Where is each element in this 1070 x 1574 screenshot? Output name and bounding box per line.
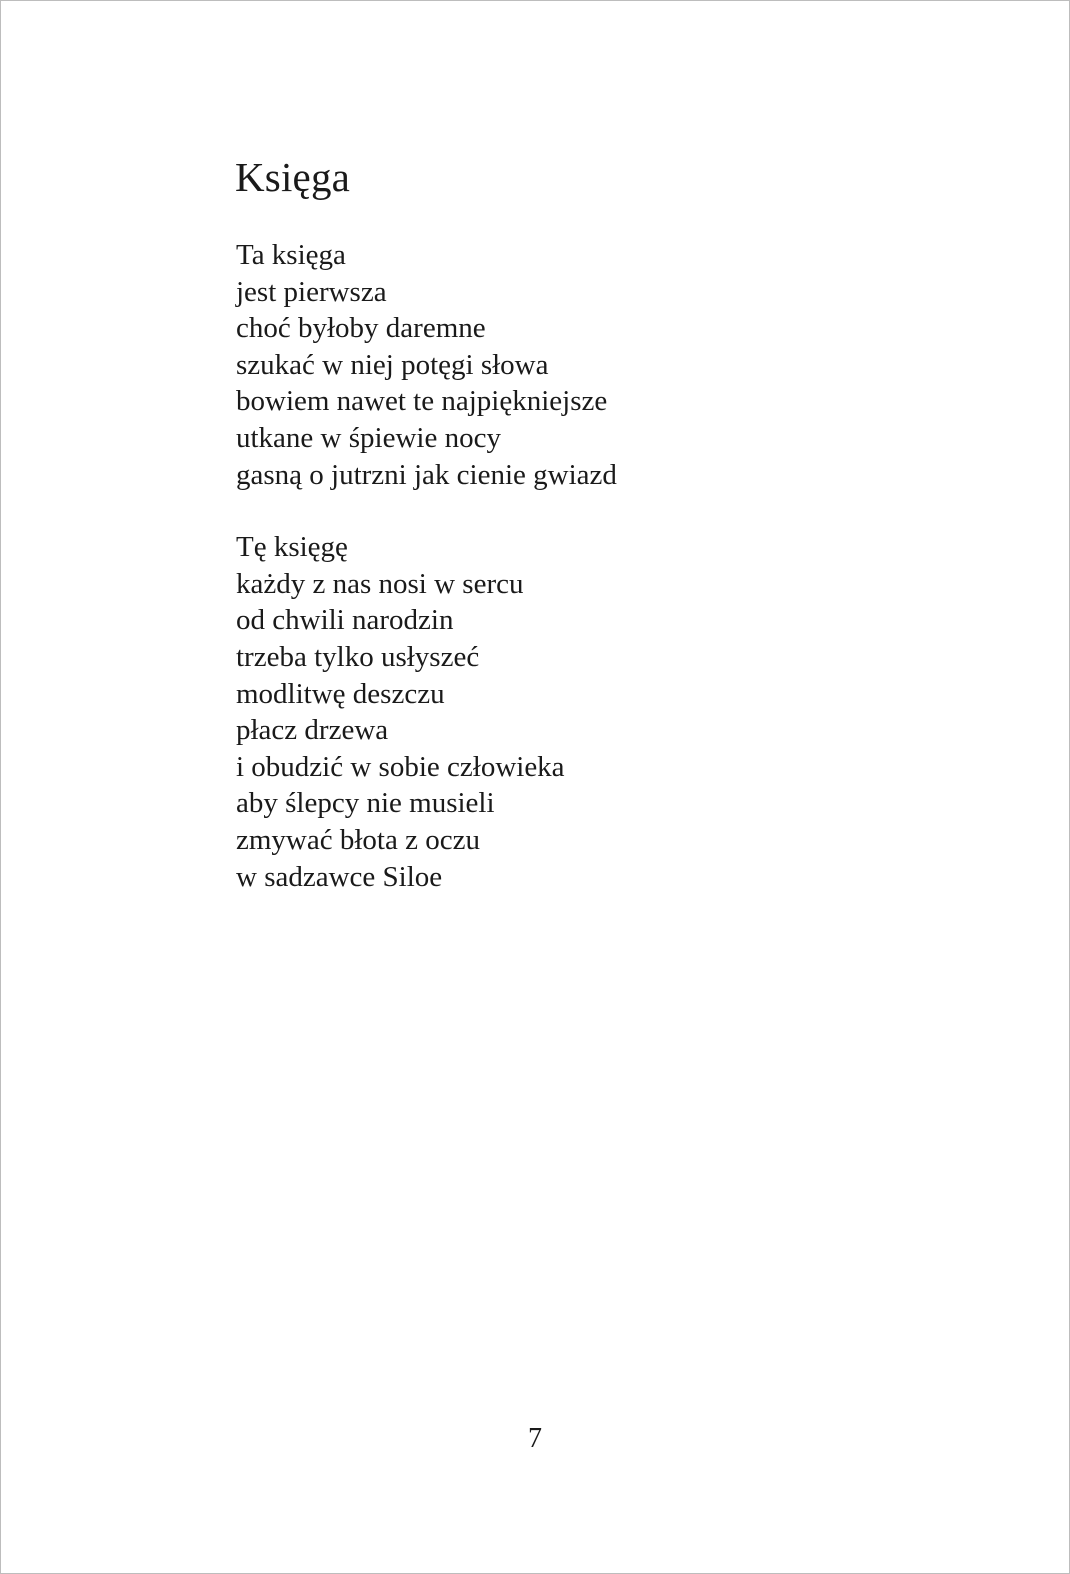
verse-line: od chwili narodzin <box>236 604 454 637</box>
verse-line: bowiem nawet te najpiękniejsze <box>236 385 608 418</box>
verse-line: gasną o jutrzni jak cienie gwiazd <box>236 458 617 491</box>
poem-title: Księga <box>235 154 351 200</box>
verse-line: jest pierwsza <box>236 275 387 308</box>
poem-body <box>236 237 617 895</box>
verse-line: modlitwę deszczu <box>236 677 445 710</box>
verse-line: aby ślepcy nie musieli <box>236 787 495 820</box>
verse-line: płacz drzewa <box>236 714 389 747</box>
verse-line: utkane w śpiewie nocy <box>236 421 501 454</box>
verse-line: trzeba tylko usłyszeć <box>236 640 480 673</box>
verse-line: Tę księgę <box>236 531 348 564</box>
verse-line: każdy z nas nosi w sercu <box>236 567 524 600</box>
verse-line: w sadzawce Siloe <box>236 860 443 893</box>
verse-line: i obudzić w sobie człowieka <box>236 750 565 783</box>
verse-line: szukać w niej potęgi słowa <box>236 348 549 381</box>
stanza-2 <box>236 529 617 895</box>
page-number: 7 <box>528 1423 542 1454</box>
verse-line: Ta księga <box>236 239 346 271</box>
verse-line: choć byłoby daremne <box>236 312 486 345</box>
stanza-1 <box>236 237 617 493</box>
verse-line: zmywać błota z oczu <box>236 823 480 856</box>
